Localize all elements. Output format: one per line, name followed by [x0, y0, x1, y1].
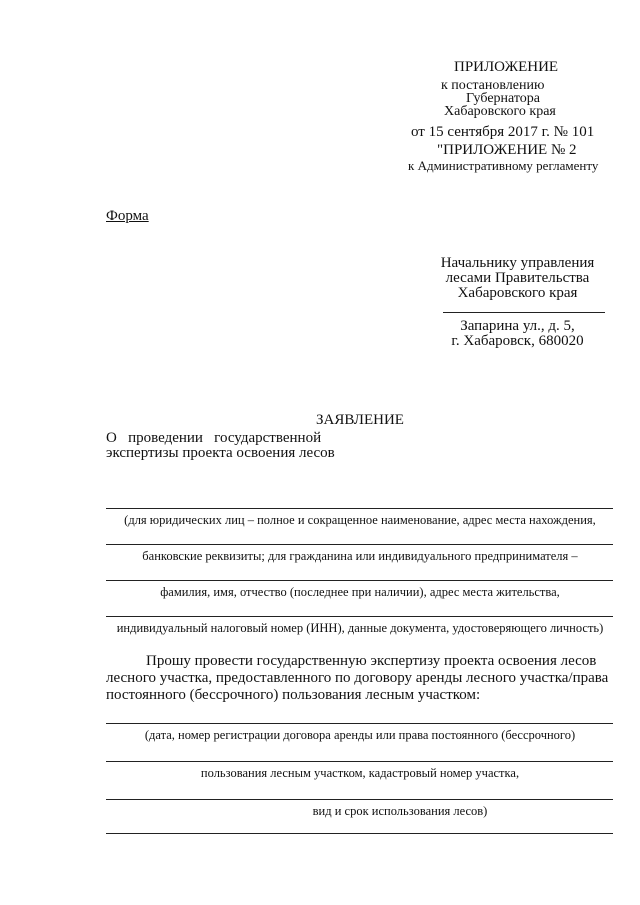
addressee-city: г. Хабаровск, 680020 [451, 333, 584, 349]
addressee-street: Запарина ул., д. 5, [460, 318, 575, 334]
applicant-field-line-3[interactable] [106, 580, 613, 581]
caption-applicant-2: банковские реквизиты; для гражданина или индивидуального предпринимателя – [142, 549, 578, 563]
caption-applicant-4: индивидуальный налоговый номер (ИНН), данные документа, удостоверяющего личность) [116, 621, 604, 635]
applicant-field-line-1[interactable] [106, 508, 613, 509]
caption-applicant-1: (для юридических лиц – полное и сокращенное наименование, адрес места нахождения, [124, 513, 596, 527]
addressee-divider [443, 312, 605, 313]
body-line-3: постоянного (бессрочного) пользования лесным участком: [106, 687, 481, 703]
contract-field-line-2[interactable] [106, 761, 613, 762]
appendix-title: ПРИЛОЖЕНИЕ [454, 59, 559, 75]
document-title: ЗАЯВЛЕНИЕ [316, 412, 404, 428]
addressee-line-3: Хабаровского края [457, 285, 578, 301]
caption-contract-2: пользования лесным участком, кадастровый номер участка, [200, 766, 520, 780]
decree-ref: к постановлению [441, 78, 545, 93]
applicant-field-line-4[interactable] [106, 616, 613, 617]
subject-line-2: экспертизы проекта освоения лесов [106, 445, 335, 461]
regulation-ref: к Административному регламенту [408, 158, 599, 173]
contract-field-line-1[interactable] [106, 723, 613, 724]
caption-applicant-3: фамилия, имя, отчество (последнее при наличии), адрес места жительства, [160, 585, 560, 599]
subject-line-1: О проведении государственной [106, 430, 322, 446]
appendix-2-title: "ПРИЛОЖЕНИЕ № 2 [437, 142, 577, 158]
region-label: Хабаровского края [444, 104, 556, 119]
caption-contract-3: вид и срок использования лесов) [312, 804, 488, 818]
addressee-line-1: Начальнику управления [440, 255, 595, 271]
body-line-1: Прошу провести государственную экспертизу проекта освоения лесов [146, 653, 597, 669]
body-line-2: лесного участка, предоставленного по договору аренды лесного участка/права [106, 670, 609, 686]
form-label: Форма [106, 208, 149, 224]
decree-date-number: от 15 сентября 2017 г. № 101 [411, 124, 595, 140]
contract-field-line-3[interactable] [106, 799, 613, 800]
addressee-line-2: лесами Правительства [445, 270, 590, 286]
applicant-field-line-2[interactable] [106, 544, 613, 545]
governor-label: Губернатора [466, 91, 541, 106]
caption-contract-1: (дата, номер регистрации договора аренды или права постоянного (бессрочного) [144, 728, 576, 742]
contract-field-line-4[interactable] [106, 833, 613, 834]
